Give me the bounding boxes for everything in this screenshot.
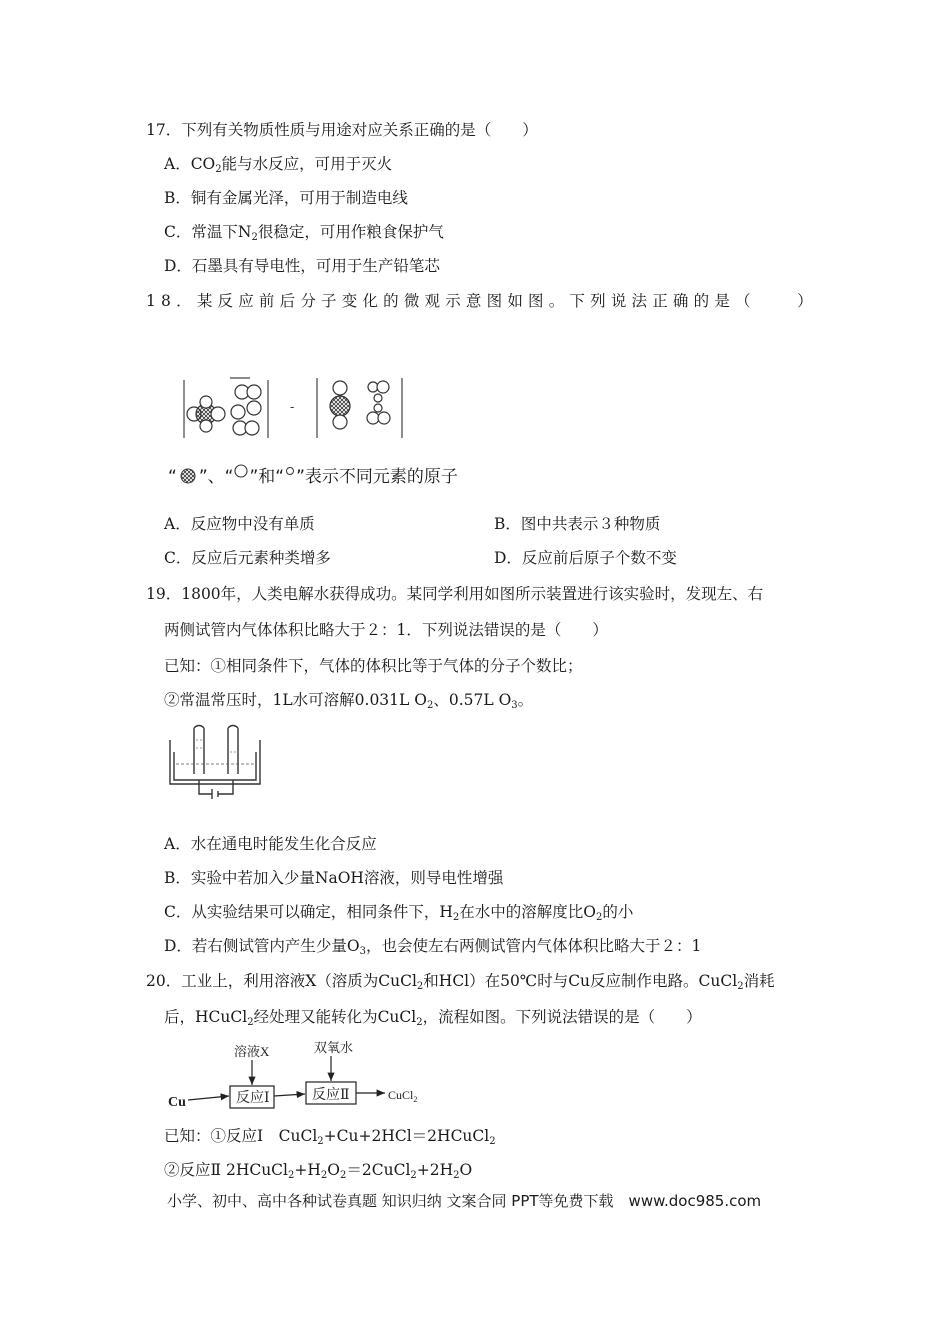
q18-option-a: A．反应物中没有单质 [164,515,315,533]
molecule-legend: “ ”、“ ”和“ ”表示不同元素的原子 [168,462,458,487]
footer-download-notice: 小学、初中、高中各种试卷真题 知识归纳 文案合同 PPT等免费下载 www.doc985.com [167,1192,762,1210]
q17-option-a: A．$CO_2$能与水反应，可用于灭火 [164,155,393,175]
q18-option-d: D．反应前后原子个数不变 [494,549,677,567]
q17-stem: 17．下列有关物质性质与用途对应关系正确的是（ ） [146,121,538,139]
small-circle-atom-icon [284,465,296,477]
flow-reaction1-label: 反应Ⅰ [236,1091,270,1106]
q20-stem-line1: 20．工业上，利用溶液X（溶质为CuCl$_2$和HCl）在50℃时与Cu反应制作电路。CuCl$_2$消耗 [146,972,775,992]
flow-product-label: CuCl$_2$ [388,1088,418,1104]
molecule-diagram [180,374,410,442]
flow-arrow-cu [188,1096,229,1100]
svg-text:-: - [290,400,295,414]
q19-option-d: D．若右侧试管内产生少量$O_3$，也会使左右两侧试管内气体体积比略大于２：1 [164,937,702,957]
q20-known-2: ②反应Ⅱ $2HCuCl_2+H_2O_2=2CuCl_2+2H_2O$ [164,1161,473,1181]
flow-arrow-reaction1 [274,1094,305,1096]
q19-known-2: ②常温常压时，1L水可溶解0.031L $O_2$、0.57L $O_3$。 [164,691,534,711]
q19-known-1: 已知：①相同条件下，气体的体积比等于气体的分子个数比； [164,657,583,675]
flow-solution-x-label: 溶液X [234,1044,270,1059]
process-flow-diagram [164,1040,434,1114]
q18-option-b: B．图中共表示３种物质 [494,515,661,533]
q17-option-c: C．常温下$N_2$很稳定，可用作粮食保护气 [164,223,444,243]
large-circle-atom-icon [233,463,249,479]
flow-cu-label: Cu [168,1095,186,1110]
q17-option-b: B．铜有金属光泽，可用于制造电线 [164,189,408,207]
flow-peroxide-label: 双氧水 [314,1040,354,1055]
q19-stem-line1: 19．1800年，人类电解水获得成功。某同学利用如图所示装置进行该实验时，发现左、右 [146,585,764,603]
electrolysis-apparatus [166,722,266,800]
q18-option-c: C．反应后元素种类增多 [164,549,331,567]
flow-reaction2-label: 反应Ⅱ [312,1088,350,1103]
q19-option-a: A．水在通电时能发生化合反应 [164,835,377,853]
q20-stem-line2: 后，HCuCl$_2$经处理又能转化为CuCl$_2$，流程如图。下列说法错误的是（ ） [164,1008,702,1028]
hatched-atom-icon [177,468,199,484]
q19-stem-line2: 两侧试管内气体体积比略大于２：1．下列说法错误的是（ ） [164,621,608,639]
q20-known-1: 已知：①反应Ⅰ CuCl$_2$+Cu+2HCl＝2HCuCl$_2$ [164,1127,496,1147]
q18-stem: 18．某反应前后分子变化的微观示意图如图。下列说法正确的是（ ） [146,292,818,310]
q19-option-b: B．实验中若加入少量NaOH溶液，则导电性增强 [164,869,504,887]
q19-option-c: C．从实验结果可以确定，相同条件下，$H_2$在水中的溶解度比$O_2$的小 [164,903,634,923]
q17-option-d: D．石墨具有导电性，可用于生产铅笔芯 [164,257,440,275]
